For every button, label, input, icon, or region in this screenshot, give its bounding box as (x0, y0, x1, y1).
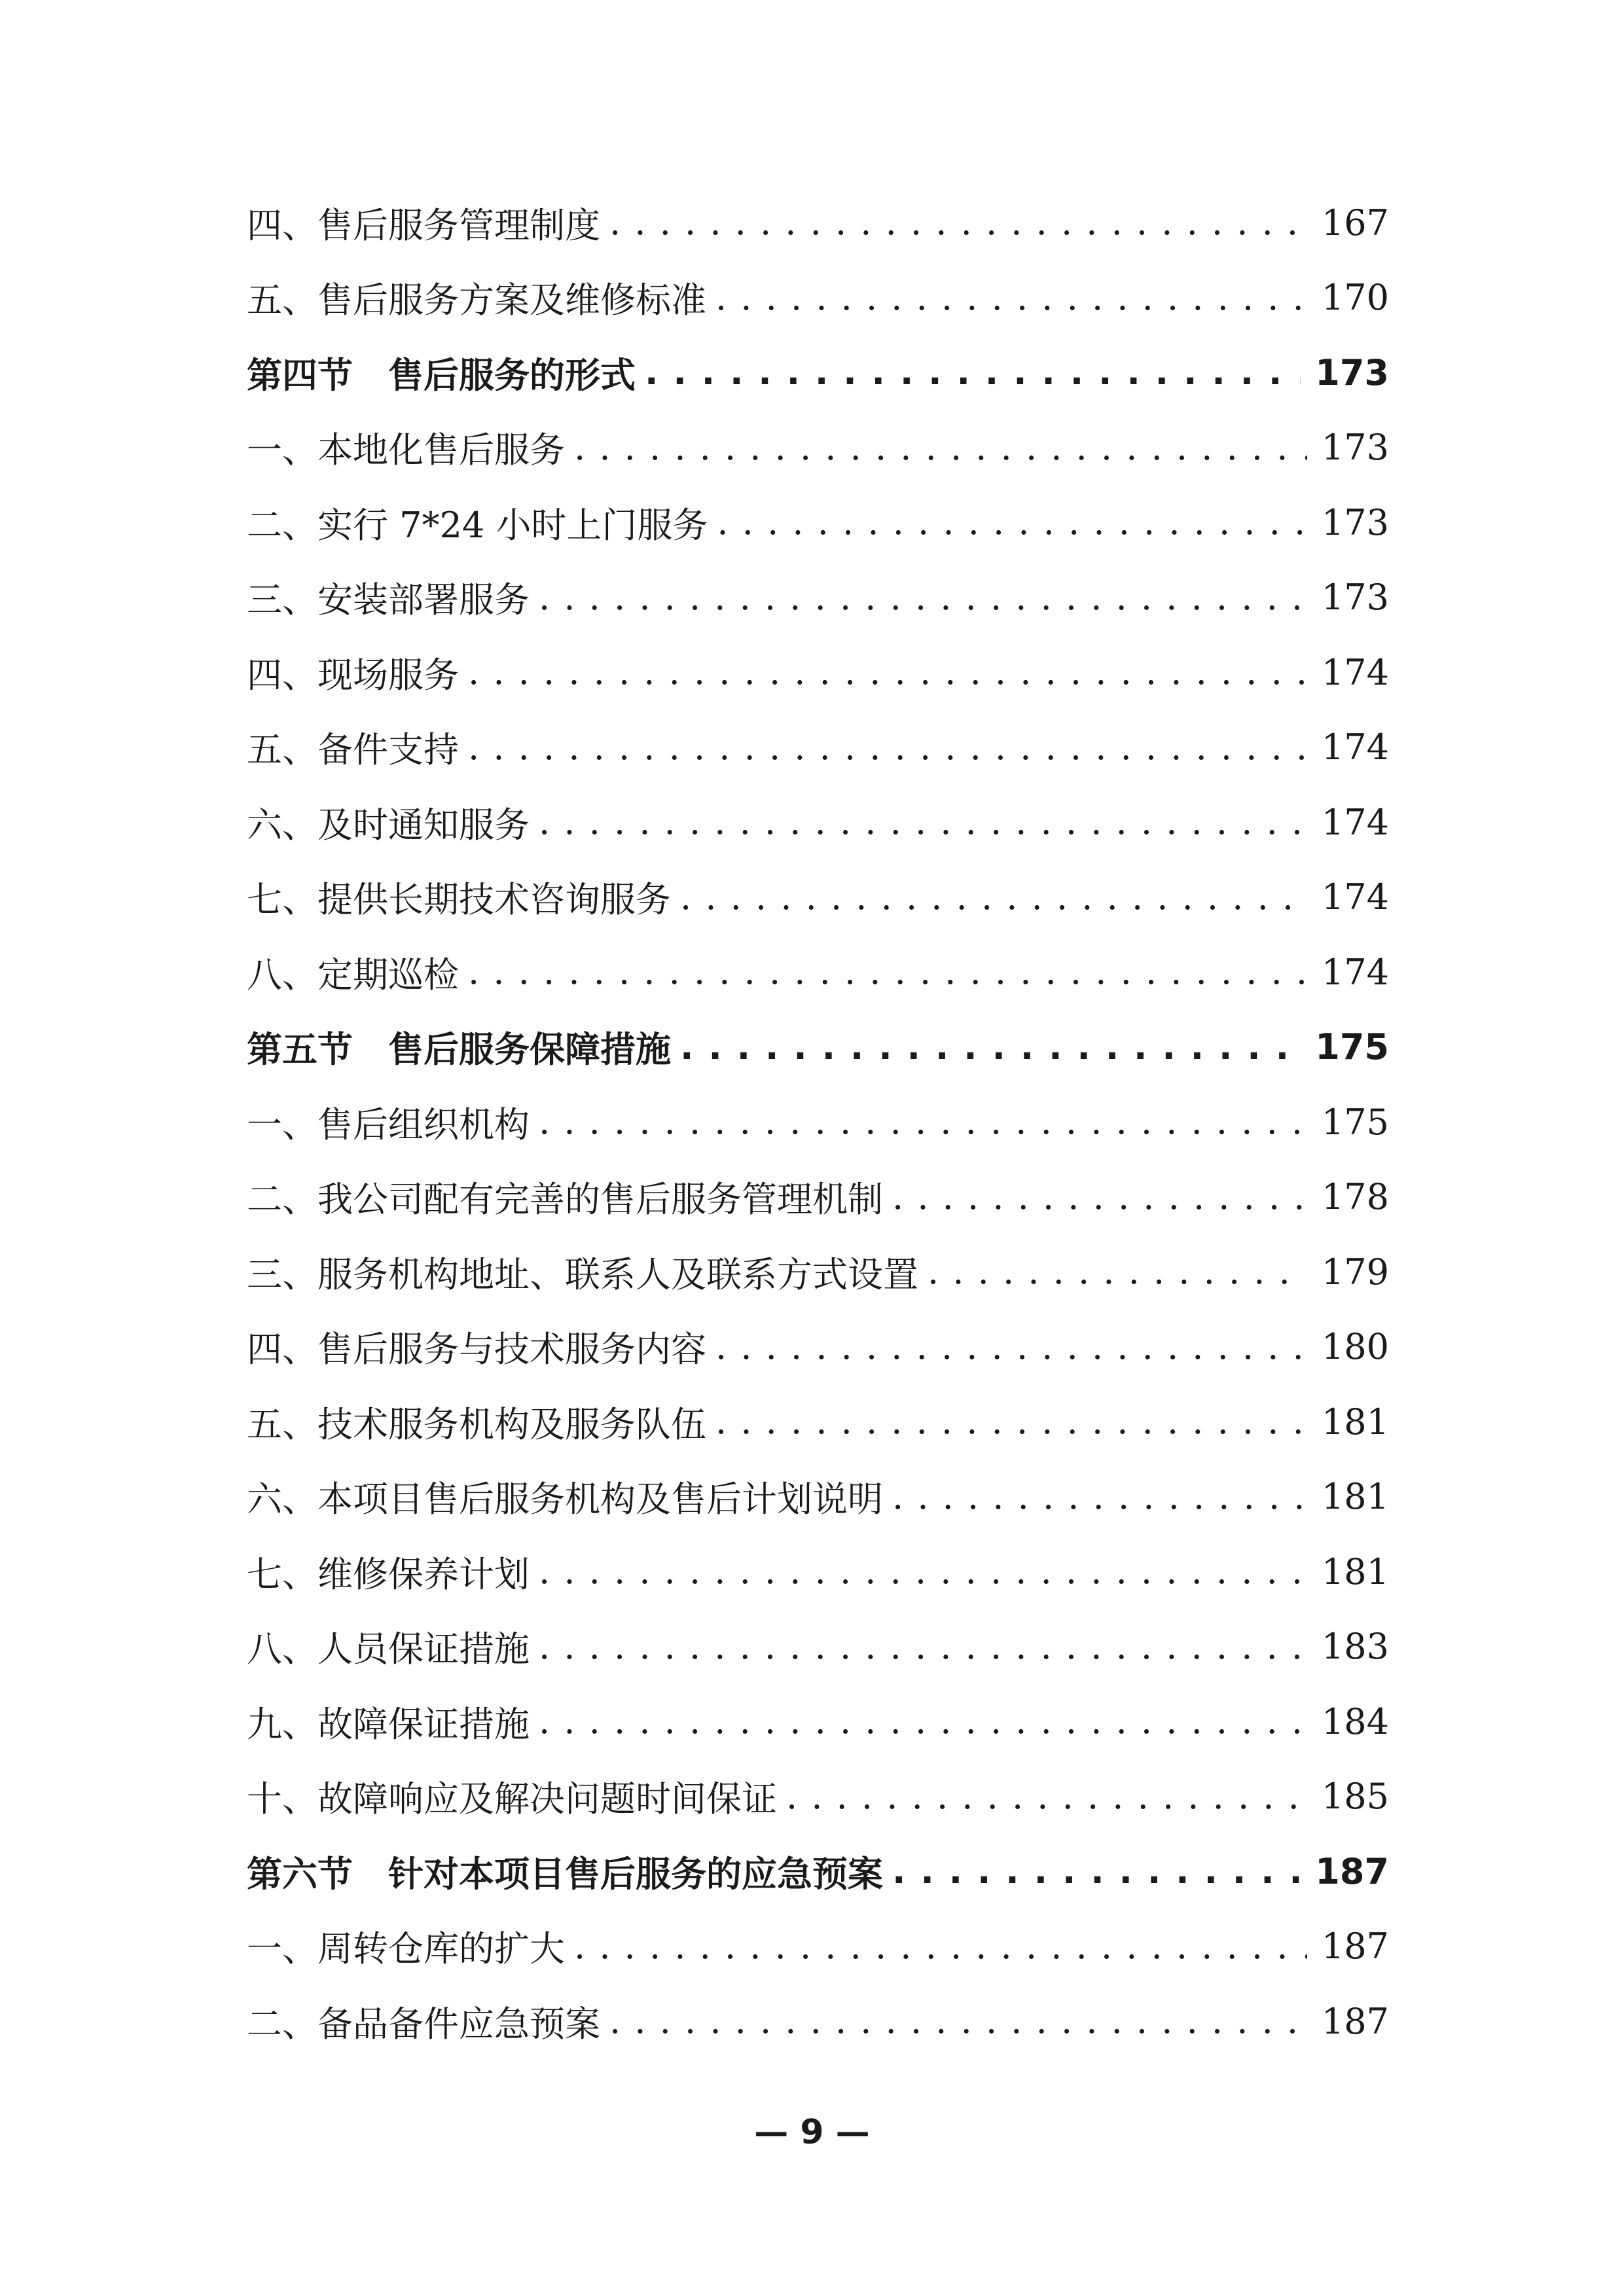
toc-entry[interactable] (247, 1534, 1389, 1609)
toc-entry-page: 181 (1321, 1476, 1389, 1518)
toc-entry-page: 187 (1321, 2000, 1389, 2042)
toc-entry-page: 174 (1321, 651, 1389, 693)
toc-entry-page: 175 (1321, 1101, 1389, 1143)
dot-leader (680, 1030, 1301, 1065)
toc-entry-page: 178 (1321, 1176, 1389, 1218)
dot-leader (680, 880, 1307, 915)
dot-leader (928, 1254, 1307, 1289)
toc-entry-page: 180 (1321, 1326, 1389, 1368)
toc-entry[interactable] (247, 260, 1389, 336)
toc-entry[interactable] (247, 185, 1389, 260)
toc-entry-page: 183 (1321, 1626, 1389, 1668)
dot-leader (539, 1629, 1307, 1664)
toc-entry-page: 173 (1321, 427, 1389, 469)
toc-entry-label: 六、及时通知服务 (247, 804, 530, 846)
toc-entry[interactable] (247, 1984, 1389, 2059)
dot-leader (468, 730, 1307, 765)
toc-entry-label: 四、现场服务 (247, 654, 459, 696)
toc-entry-page: 179 (1321, 1251, 1389, 1293)
toc-entry-label: 八、定期巡检 (247, 954, 459, 996)
dot-leader (468, 954, 1307, 990)
toc-entry-page: 185 (1321, 1776, 1389, 1818)
toc-entry-label: 一、周转仓库的扩大 (247, 1928, 565, 1970)
toc-entry-label: 十、故障响应及解决问题时间保证 (247, 1778, 777, 1820)
toc-section-heading[interactable] (247, 335, 1389, 410)
toc-entry-page: 174 (1321, 951, 1389, 993)
toc-section-heading[interactable] (247, 1010, 1389, 1085)
toc-entry-label: 三、安装部署服务 (247, 579, 530, 621)
toc-entry-label: 第四节 售后服务的形式 (247, 354, 636, 396)
toc-entry[interactable] (247, 1609, 1389, 1685)
toc-entry[interactable] (247, 560, 1389, 636)
toc-entry-label: 七、提供长期技术咨询服务 (247, 879, 671, 921)
toc-entry-label: 第六节 针对本项目售后服务的应急预案 (247, 1853, 883, 1895)
toc-entry-label: 二、我公司配有完善的售后服务管理机制 (247, 1179, 883, 1221)
dot-leader (715, 1404, 1307, 1439)
toc-entry-label: 九、故障保证措施 (247, 1703, 530, 1745)
dot-leader (609, 205, 1307, 240)
toc-entry-label: 一、售后组织机构 (247, 1103, 530, 1145)
toc-entry-page: 173 (1321, 501, 1389, 543)
toc-entry-label: 八、人员保证措施 (247, 1628, 530, 1670)
toc-entry-label: 五、售后服务方案及维修标准 (247, 279, 706, 321)
toc-entry-label: 四、售后服务与技术服务内容 (247, 1329, 706, 1371)
toc-entry[interactable] (247, 1684, 1389, 1759)
dot-leader (539, 1554, 1307, 1589)
toc-entry[interactable] (247, 785, 1389, 860)
toc-entry[interactable] (247, 1759, 1389, 1835)
toc-entry-label: 三、服务机构地址、联系人及联系方式设置 (247, 1253, 918, 1295)
toc-entry[interactable] (247, 635, 1389, 710)
toc-entry[interactable] (247, 1310, 1389, 1385)
toc-entry-label: 二、实行 7*24 小时上门服务 (247, 504, 708, 546)
toc-entry[interactable] (247, 1085, 1389, 1160)
dot-leader (574, 1929, 1307, 1964)
toc-entry-label: 一、本地化售后服务 (247, 429, 565, 471)
toc-entry[interactable] (247, 1909, 1389, 1984)
toc-entry-page: 187 (1315, 1850, 1389, 1892)
toc-entry-page: 170 (1321, 277, 1389, 319)
toc-entry-page: 174 (1321, 876, 1389, 918)
toc-entry-page: 173 (1321, 577, 1389, 619)
toc-entry-page: 175 (1315, 1026, 1389, 1068)
toc-entry-page: 174 (1321, 801, 1389, 843)
dot-leader (539, 580, 1307, 615)
toc-entry-label: 七、维修保养计划 (247, 1553, 530, 1595)
toc-entry-label: 五、备件支持 (247, 729, 459, 771)
dot-leader (539, 1104, 1307, 1139)
toc-entry[interactable] (247, 1460, 1389, 1535)
toc-entry-page: 167 (1321, 202, 1389, 243)
dot-leader (539, 1704, 1307, 1739)
dot-leader (645, 355, 1301, 390)
dot-leader (892, 1479, 1307, 1515)
toc-entry-label: 第五节 售后服务保障措施 (247, 1029, 671, 1071)
toc-entry-page: 184 (1321, 1700, 1389, 1742)
dot-leader (892, 1179, 1307, 1215)
toc-entry-label: 五、技术服务机构及服务队伍 (247, 1403, 706, 1445)
toc-entry-label: 四、售后服务管理制度 (247, 204, 600, 246)
dot-leader (715, 280, 1307, 315)
toc-entry[interactable] (247, 485, 1389, 560)
dot-leader (786, 1779, 1307, 1814)
dot-leader (717, 505, 1307, 540)
toc-entry-page: 181 (1321, 1401, 1389, 1443)
toc-section-heading[interactable] (247, 1834, 1389, 1909)
toc-entry[interactable] (247, 410, 1389, 486)
page-number: — 9 — (754, 2113, 870, 2152)
toc-entry-page: 173 (1315, 351, 1389, 393)
toc-entry[interactable] (247, 710, 1389, 785)
dot-leader (892, 1854, 1301, 1889)
toc-entry-page: 181 (1321, 1551, 1389, 1592)
toc-entry[interactable] (247, 860, 1389, 935)
dot-leader (539, 804, 1307, 840)
table-of-contents (247, 185, 1389, 2059)
dot-leader (468, 655, 1307, 690)
dot-leader (609, 2003, 1307, 2039)
toc-entry[interactable] (247, 1234, 1389, 1310)
toc-entry-label: 六、本项目售后服务机构及售后计划说明 (247, 1479, 883, 1520)
toc-entry[interactable] (247, 1384, 1389, 1460)
toc-entry-page: 187 (1321, 1926, 1389, 1967)
toc-entry-label: 二、备品备件应急预案 (247, 2003, 600, 2045)
toc-entry-page: 174 (1321, 726, 1389, 768)
dot-leader (574, 430, 1307, 465)
dot-leader (715, 1329, 1307, 1365)
toc-entry[interactable] (247, 1160, 1389, 1235)
toc-entry[interactable] (247, 935, 1389, 1010)
